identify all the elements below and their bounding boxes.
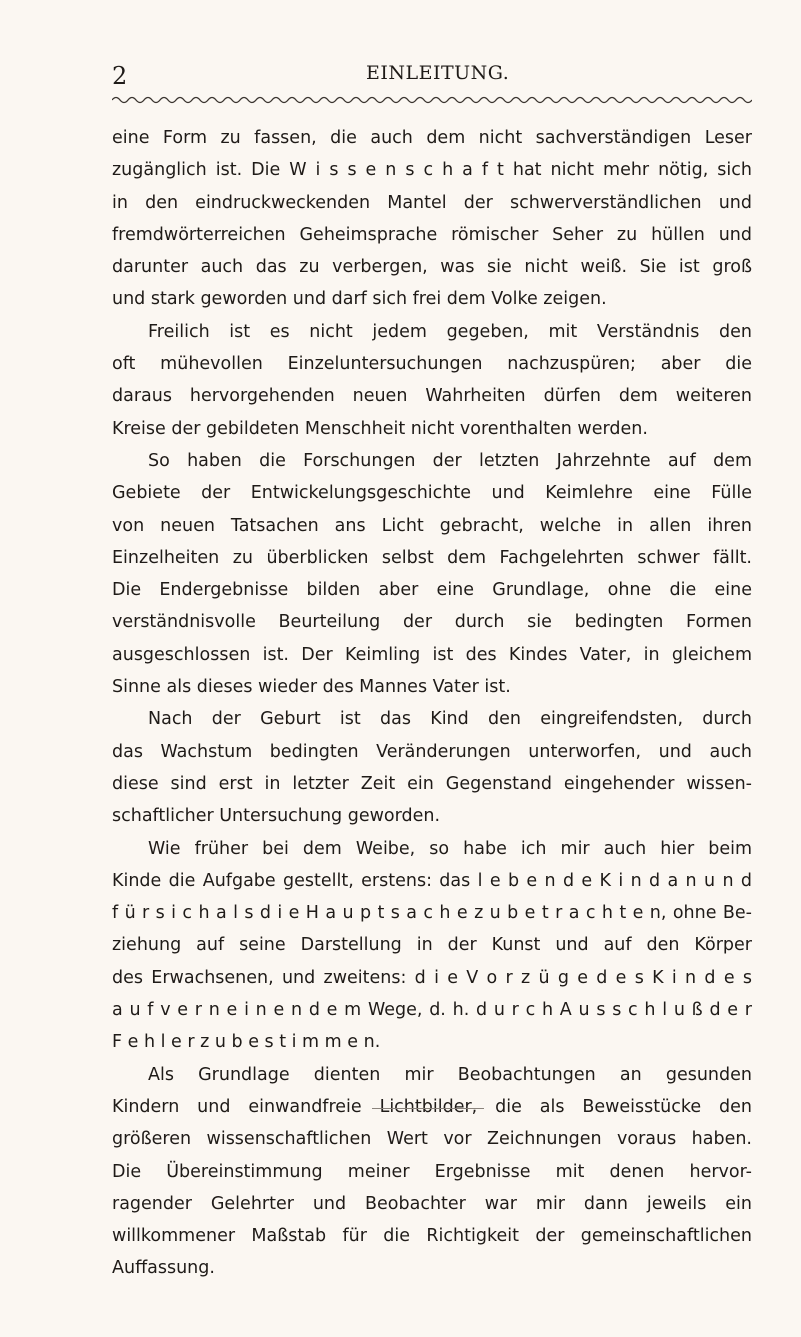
body-text: [112, 122, 752, 1285]
text-line: größeren wissenschaftlichen Wert vor Zeichnungen voraus haben.: [112, 1129, 752, 1150]
text-line: Auffassung.: [112, 1258, 215, 1279]
text-line: Die Endergebnisse bilden aber eine Grundlage, ohne die eine: [112, 580, 752, 601]
text-line: Nach der Geburt ist das Kind den eingreifendsten, durch: [148, 709, 752, 730]
text-line: schaftlicher Untersuchung geworden.: [112, 806, 441, 827]
text-line: zugänglich ist. Die W i s s e n s c h a f t hat nicht mehr nötig, sich: [112, 160, 752, 181]
running-head: EINLEITUNG.: [366, 62, 510, 84]
text-line: Als Grundlage dienten mir Beobachtungen an gesunden: [148, 1064, 752, 1085]
text-line: des Erwachsenen, und zweitens: d i e V o r z ü g e d e s K i n d e s: [112, 967, 752, 988]
text-line: Kreise der gebildeten Menschheit nicht vorenthalten werden.: [112, 418, 648, 439]
text-line: So haben die Forschungen der letzten Jahrzehnte auf dem: [148, 450, 752, 471]
text-line: in den eindruckweckenden Mantel der schwerverständlichen und: [112, 192, 752, 213]
text-line: f ü r s i c h a l s d i e H a u p t s a c h e z u b e t r a c h t e n, ohne Be-: [112, 903, 752, 924]
text-line: daraus hervorgehenden neuen Wahrheiten dürfen dem weiteren: [112, 386, 752, 407]
page-number: 2: [112, 62, 128, 90]
text-line: fremdwörterreichen Geheimsprache römischer Seher zu hüllen und: [112, 224, 752, 245]
text-line: a u f v e r n e i n e n d e m Wege, d. h. d u r c h A u s s c h l u ß d e r: [112, 1000, 752, 1021]
text-line: Kindern und einwandfreie Lichtbilder, die als Beweisstücke den: [112, 1096, 752, 1117]
text-line: verständnisvolle Beurteilung der durch sie bedingten Formen: [112, 612, 752, 633]
text-line: Kinde die Aufgabe gestellt, erstens: das l e b e n d e K i n d a n u n d: [112, 870, 752, 891]
text-line: oft mühevollen Einzeluntersuchungen nachzuspüren; aber die: [112, 354, 752, 375]
text-line: F e h l e r z u b e s t i m m e n.: [112, 1032, 381, 1053]
text-line: darunter auch das zu verbergen, was sie nicht weiß. Sie ist groß: [112, 257, 752, 278]
text-line: Die Übereinstimmung meiner Ergebnisse mit denen hervor-: [112, 1161, 752, 1182]
text-line: diese sind erst in letzter Zeit ein Gegenstand eingehender wissen-: [112, 773, 752, 794]
text-line: Sinne als dieses wieder des Mannes Vater ist.: [112, 677, 511, 698]
text-line: ziehung auf seine Darstellung in der Kunst und auf den Körper: [112, 935, 752, 956]
text-line: Einzelheiten zu überblicken selbst dem Fachgelehrten schwer fällt.: [112, 547, 752, 568]
text-line: und stark geworden und darf sich frei dem Volke zeigen.: [112, 289, 607, 310]
end-rule: [372, 1108, 484, 1109]
text-line: Gebiete der Entwickelungsgeschichte und Keimlehre eine Fülle: [112, 483, 752, 504]
text-line: ragender Gelehrter und Beobachter war mir dann jeweils ein: [112, 1193, 752, 1214]
text-line: ausgeschlossen ist. Der Keimling ist des Kindes Vater, in gleichem: [112, 644, 752, 665]
text-line: Freilich ist es nicht jedem gegeben, mit Verständnis den: [148, 321, 752, 342]
text-line: das Wachstum bedingten Veränderungen unterworfen, und auch: [112, 741, 752, 762]
decorative-wavy-rule: [112, 90, 752, 106]
text-line: Wie früher bei dem Weibe, so habe ich mir auch hier beim: [148, 838, 752, 859]
text-line: eine Form zu fassen, die auch dem nicht sachverständigen Leser: [112, 128, 752, 148]
text-line: willkommener Maßstab für die Richtigkeit der gemeinschaftlichen: [112, 1226, 752, 1247]
text-line: von neuen Tatsachen ans Licht gebracht, welche in allen ihren: [112, 515, 752, 536]
